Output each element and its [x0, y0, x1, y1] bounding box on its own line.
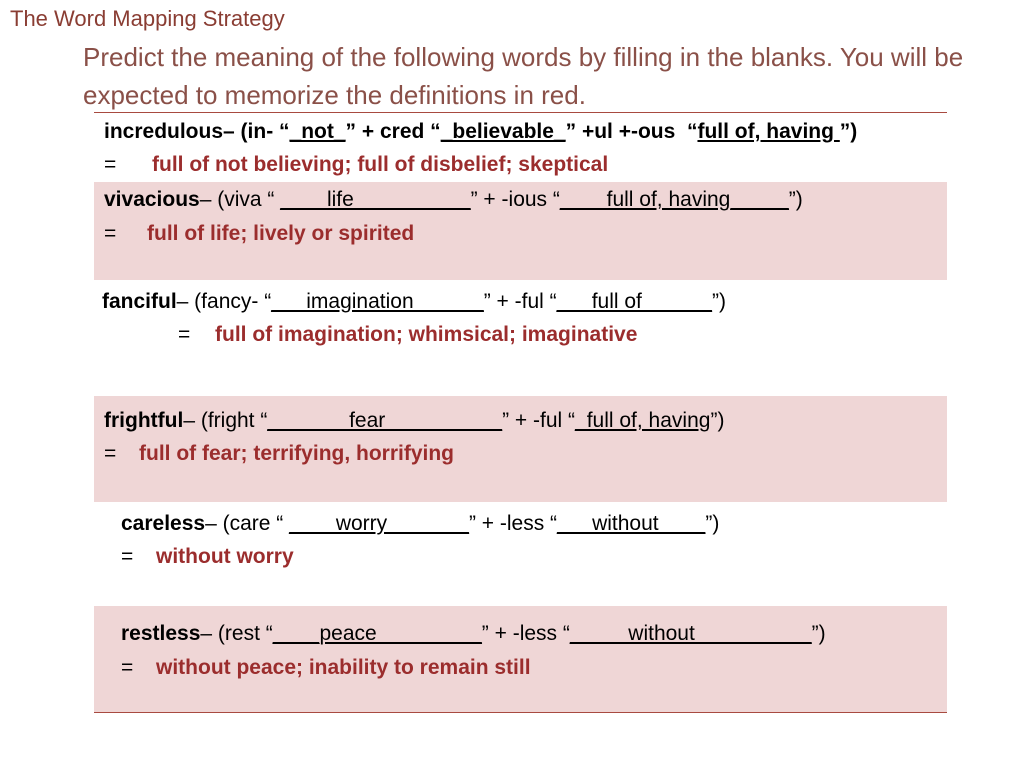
equals-sign: = — [104, 222, 117, 245]
blank-answer: _____without__________ — [569, 622, 812, 645]
word: frightful — [104, 409, 184, 432]
table-row-vivacious — [94, 182, 947, 280]
blank-answer: ___without____ — [557, 512, 706, 535]
equals-sign: = — [104, 442, 117, 465]
blank-answer: _full of, having — [575, 409, 711, 432]
blank-answer: ___full of______ — [556, 290, 712, 313]
blank-answer: ____worry_______ — [289, 512, 469, 535]
blank-answer: full of, having — [697, 120, 840, 143]
table-row-restless — [94, 606, 947, 712]
word-parts: ” + -ful “ — [502, 409, 576, 432]
word-parts: – (fancy- “ — [176, 290, 272, 313]
word-parts: – (in- “ — [223, 120, 290, 143]
word-parts: ”) — [839, 120, 858, 143]
table-row-careless — [94, 502, 947, 606]
word-table — [94, 112, 947, 712]
word-parts: ” + -ious “ — [470, 188, 560, 211]
word-parts: – (viva “ — [199, 188, 281, 211]
table-row-frightful — [94, 396, 947, 502]
equals-sign: = — [178, 323, 191, 346]
equals-sign: = — [104, 153, 117, 176]
equals-sign: = — [121, 545, 134, 568]
blank-answer: ____full of, having_____ — [559, 188, 789, 211]
slide-title: The Word Mapping Strategy — [10, 6, 285, 31]
word-line — [104, 409, 724, 433]
instructions: Predict the meaning of the following words by filling in the blanks. You will be expected to memorize the definitions in red. — [83, 42, 964, 110]
word: vivacious — [104, 188, 200, 211]
word-parts: ”) — [710, 409, 725, 432]
blank-answer: ___imagination______ — [271, 290, 484, 313]
word-parts: ”) — [711, 290, 726, 313]
table-row-fanciful — [94, 280, 947, 396]
blank-answer: ____peace_________ — [272, 622, 482, 645]
word-parts: ” + cred “ — [345, 120, 441, 143]
definition: without peace; inability to remain still — [156, 656, 531, 679]
word: incredulous — [104, 120, 224, 143]
word-parts: ” + -less “ — [468, 512, 558, 535]
blank-answer: _believable_ — [440, 120, 566, 143]
table-row-incredulous — [94, 112, 947, 182]
word-parts: – (fright “ — [183, 409, 268, 432]
word-parts: ”) — [705, 512, 720, 535]
word-parts: ” +ul +-ous “ — [565, 120, 698, 143]
word-line — [104, 120, 857, 144]
table-bottom-rule — [94, 712, 947, 713]
definition: full of imagination; whimsical; imaginative — [215, 323, 638, 346]
word-parts: – (care “ — [205, 512, 290, 535]
word-parts: ” + -ful “ — [483, 290, 557, 313]
word: careless — [121, 512, 206, 535]
definition: full of life; lively or spirited — [147, 222, 415, 245]
blank-answer: ____life__________ — [280, 188, 471, 211]
definition: without worry — [156, 545, 294, 568]
word-line — [104, 188, 803, 212]
word-parts: ”) — [788, 188, 803, 211]
definition: full of fear; terrifying, horrifying — [139, 442, 455, 465]
word-line — [121, 512, 719, 536]
word-parts: ”) — [811, 622, 826, 645]
word: restless — [121, 622, 201, 645]
equals-sign: = — [121, 656, 134, 679]
word-line — [121, 622, 826, 646]
word: fanciful — [102, 290, 177, 313]
word-parts: – (rest “ — [200, 622, 273, 645]
word-parts: ” + -less “ — [481, 622, 570, 645]
word-line — [102, 290, 726, 314]
blank-answer: _______fear__________ — [267, 409, 503, 432]
definition: full of not believing; full of disbelief; skeptical — [152, 153, 609, 176]
blank-answer: _not_ — [289, 120, 346, 143]
